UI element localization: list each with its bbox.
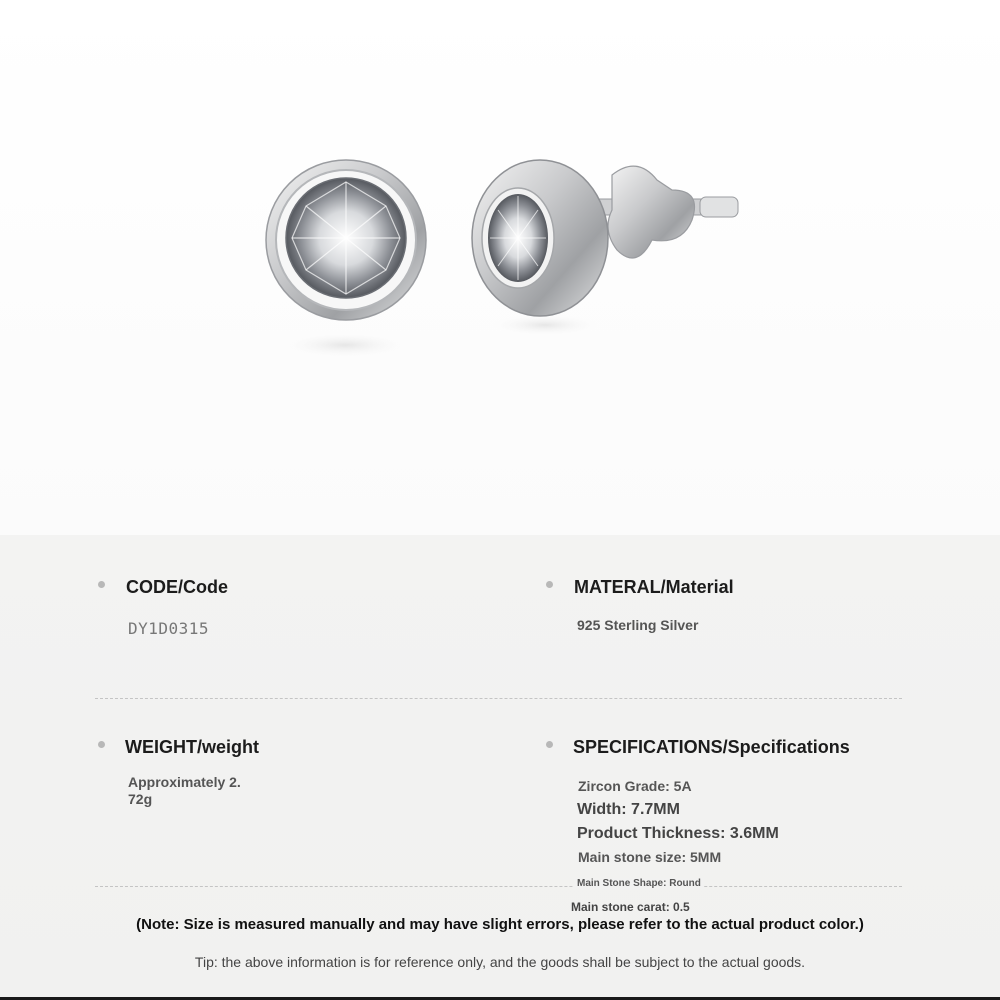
weight-value-line2: 72g xyxy=(128,791,153,807)
weight-heading: WEIGHT/weight xyxy=(125,737,259,757)
bullet-code xyxy=(98,581,105,588)
spec-stone-shape: Main Stone Shape: Round xyxy=(574,878,704,889)
weight-value-line1: Approximately 2. xyxy=(128,774,241,790)
earring-front xyxy=(266,160,426,320)
tip-text: Tip: the above information is for reference only, and the goods shall be subject to the actual goods. xyxy=(194,954,806,970)
bullet-weight xyxy=(98,741,105,748)
specifications-heading: SPECIFICATIONS/Specifications xyxy=(573,737,850,757)
material-value: 925 Sterling Silver xyxy=(577,617,699,633)
material-heading: MATERAL/Material xyxy=(574,577,734,597)
spec-stone-carat: Main stone carat: 0.5 xyxy=(571,900,690,914)
code-value: DY1D0315 xyxy=(128,619,210,638)
divider-2 xyxy=(95,886,902,887)
earring-side xyxy=(472,160,738,316)
note-text: (Note: Size is measured manually and may have slight errors, please refer to the actual product color.) xyxy=(136,916,864,933)
spec-zircon-grade: Zircon Grade: 5A xyxy=(578,778,692,794)
spec-stone-size: Main stone size: 5MM xyxy=(578,849,722,865)
spec-width: Width: 7.7MM xyxy=(577,801,680,818)
spec-thickness: Product Thickness: 3.6MM xyxy=(577,825,779,842)
divider-1 xyxy=(95,698,902,699)
bullet-material xyxy=(546,581,553,588)
bullet-specifications xyxy=(546,741,553,748)
code-heading: CODE/Code xyxy=(126,577,229,597)
